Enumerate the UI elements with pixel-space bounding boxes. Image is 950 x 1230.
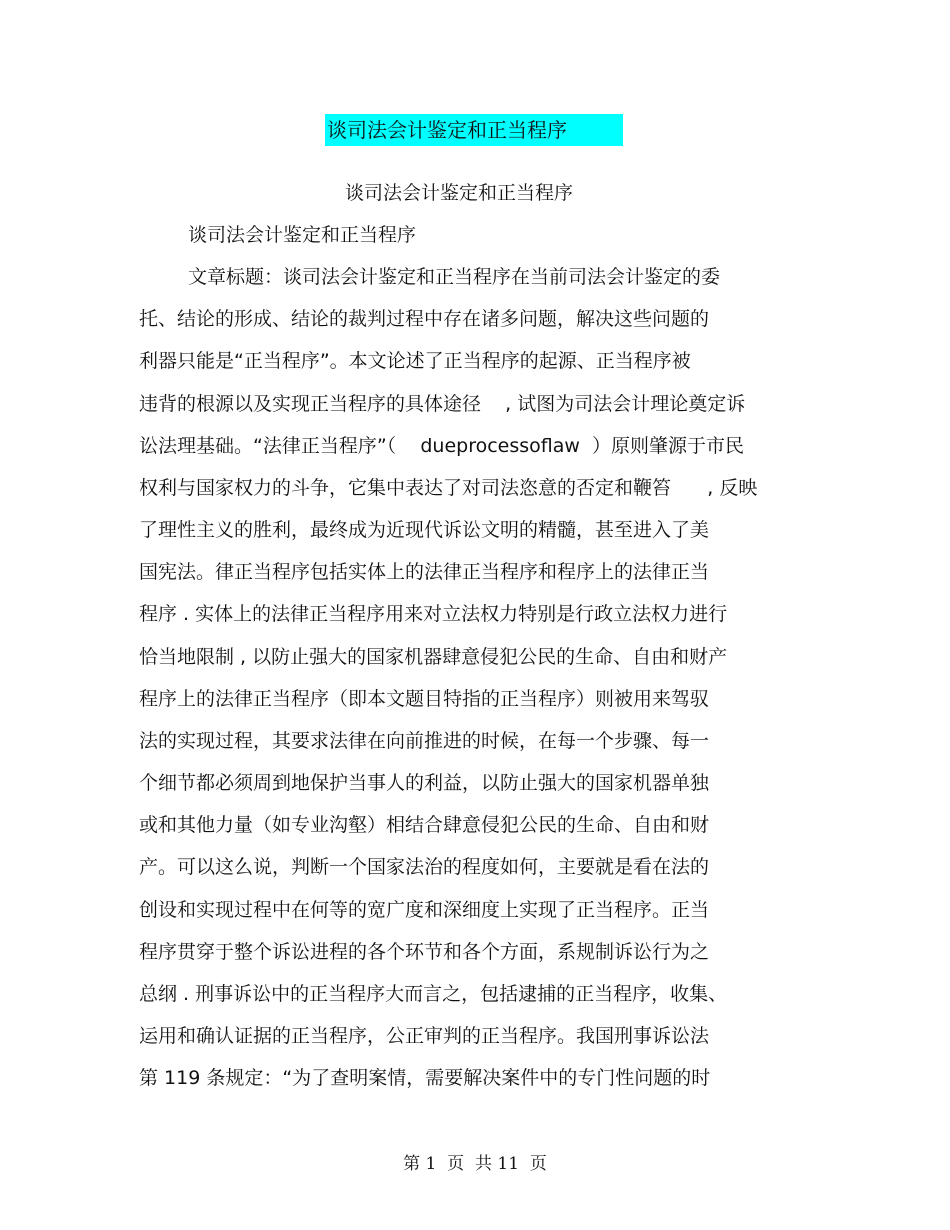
body-line: 国宪法。律正当程序包括实体上的法律正当程序和程序上的法律正当 <box>139 561 710 583</box>
body-line: 程序 . 实体上的法律正当程序用来对立法权力特别是行政立法权力进行 <box>139 603 728 625</box>
body-line: 托、结论的形成、结论的裁判过程中存在诸多问题，解决这些问题的 <box>139 308 710 330</box>
document-title: 谈司法会计鉴定和正当程序 <box>325 114 623 146</box>
body-line: 法的实现过程，其要求法律在向前推进的时候，在每一个步骤、每一 <box>139 730 710 752</box>
body-line: 程序上的法律正当程序（即本文题目特指的正当程序）则被用来驾驭 <box>139 688 710 710</box>
body-line: 违背的根源以及实现正当程序的具体途径 , 试图为司法会计理论奠定诉 <box>139 393 746 415</box>
body-line: 了理性主义的胜利，最终成为近现代诉讼文明的精髓，甚至进入了美 <box>139 519 710 541</box>
body-line: 总纲 . 刑事诉讼中的正当程序大而言之，包括逮捕的正当程序，收集、 <box>139 983 728 1005</box>
body-line: 文章标题：谈司法会计鉴定和正当程序在当前司法会计鉴定的委 <box>188 266 721 288</box>
body-line: 个细节都必须周到地保护当事人的利益，以防止强大的国家机器单独 <box>139 772 710 794</box>
body-line: 权利与国家权力的斗争，它集中表达了对司法恣意的否定和鞭笞 , 反映 <box>139 477 758 499</box>
document-subtitle: 谈司法会计鉴定和正当程序 <box>345 182 574 204</box>
body-line: 程序贯穿于整个诉讼进程的各个环节和各个方面，系规制诉讼行为之 <box>139 941 710 963</box>
body-line: 恰当地限制 , 以防止强大的国家机器肆意侵犯公民的生命、自由和财产 <box>139 646 728 668</box>
body-line: 运用和确认证据的正当程序，公正审判的正当程序。我国刑事诉讼法 <box>139 1025 710 1047</box>
section-heading: 谈司法会计鉴定和正当程序 <box>188 224 417 246</box>
body-line: 讼法理基础。“法律正当程序”（ dueprocessoflaw ）原则肇源于市民 <box>139 435 745 457</box>
body-line: 创设和实现过程中在何等的宽广度和深细度上实现了正当程序。正当 <box>139 899 710 921</box>
body-line: 产。可以这么说，判断一个国家法治的程度如何，主要就是看在法的 <box>139 856 710 878</box>
body-line: 利器只能是“正当程序”。本文论述了正当程序的起源、正当程序被 <box>139 350 691 372</box>
page-footer: 第 1 页 共 11 页 <box>403 1154 547 1174</box>
body-line: 或和其他力量（如专业沟壑）相结合肆意侵犯公民的生命、自由和财 <box>139 814 710 836</box>
body-line: 第 119 条规定：“为了查明案情，需要解决案件中的专门性问题的时 <box>139 1067 711 1089</box>
